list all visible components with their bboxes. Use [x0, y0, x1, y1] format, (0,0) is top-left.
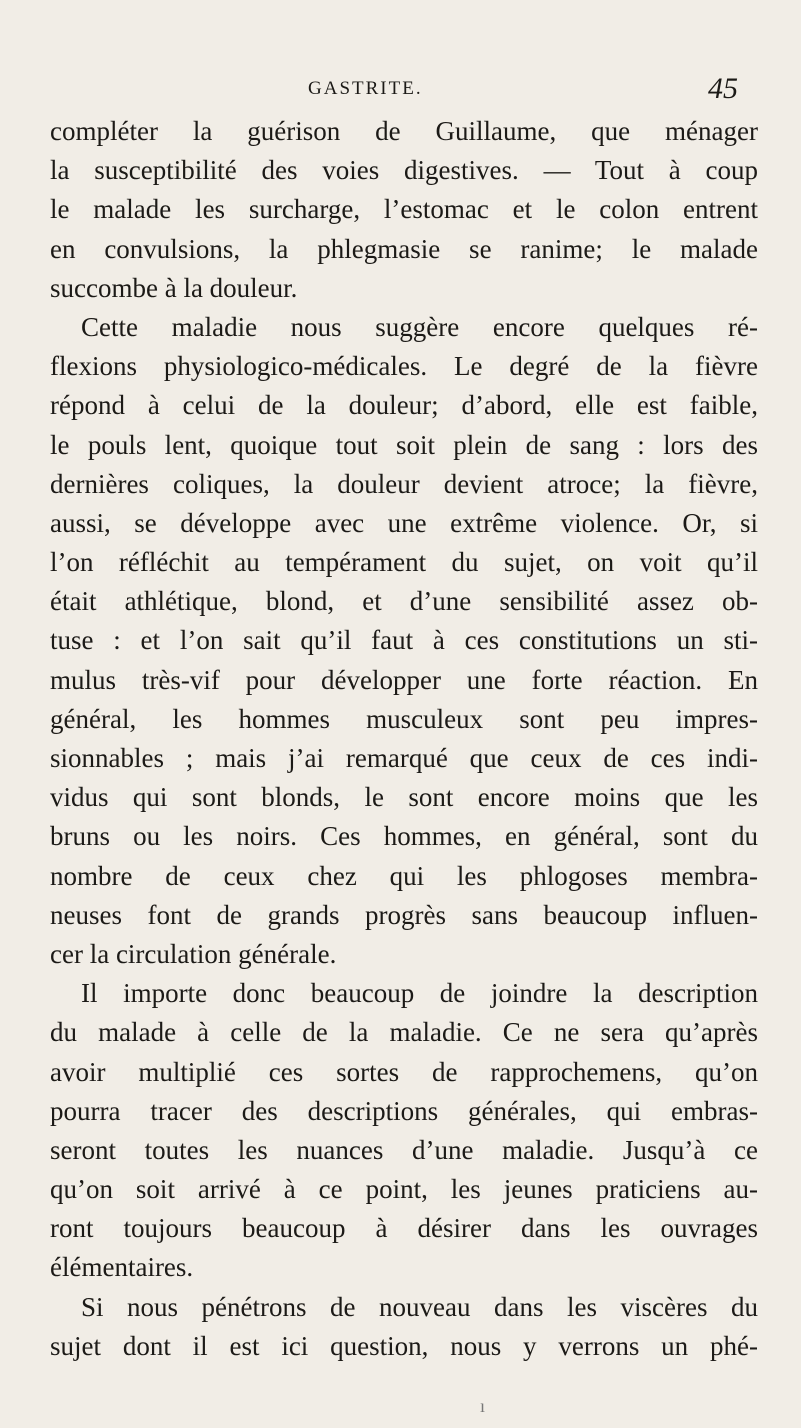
text-line: vidus qui sont blonds, le sont encore moins que les	[50, 782, 758, 813]
text-line: qu’on soit arrivé à ce point, les jeunes praticiens au-	[50, 1174, 758, 1205]
text-line: neuses font de grands progrès sans beaucoup influen-	[50, 899, 758, 930]
text-line: général, les hommes musculeux sont peu impres-	[50, 703, 758, 734]
body-text	[50, 112, 758, 1366]
text-line: en convulsions, la phlegmasie se ranime; le malade	[50, 233, 758, 264]
text-line: flexions physiologico-médicales. Le degré de la fièvre	[50, 351, 758, 382]
text-line: le malade les surcharge, l’estomac et le colon entrent	[50, 194, 758, 225]
text-line: succombe à la douleur.	[50, 272, 298, 303]
text-line: mulus très-vif pour développer une forte réaction. En	[50, 664, 758, 695]
text-line: avoir multiplié ces sortes de rapprochemens, qu’on	[50, 1056, 758, 1087]
text-line: ront toujours beaucoup à désirer dans les ouvrages	[50, 1213, 758, 1244]
text-line: cer la circulation générale.	[50, 938, 337, 969]
running-title: GASTRITE.	[308, 78, 423, 99]
text-line: du malade à celle de la maladie. Ce ne sera qu’après	[50, 1017, 758, 1048]
text-line: le pouls lent, quoique tout soit plein de sang : lors des	[50, 429, 758, 460]
text-line: tuse : et l’on sait qu’il faut à ces constitutions un sti-	[50, 625, 758, 656]
text-line: dernières coliques, la douleur devient atroce; la fièvre,	[50, 468, 758, 499]
text-line: la susceptibilité des voies digestives. — Tout à coup	[50, 155, 758, 186]
text-line: sionnables ; mais j’ai remarqué que ceux de ces indi-	[50, 743, 758, 773]
text-line: pourra tracer des descriptions générales, qui embras-	[50, 1095, 758, 1126]
text-line: répond à celui de la douleur; d’abord, elle est faible,	[50, 390, 758, 421]
page-number: 45	[708, 72, 738, 105]
text-line: sujet dont il est ici question, nous y verrons un phé-	[50, 1330, 758, 1361]
text-line: Si nous pénétrons de nouveau dans les viscères du	[81, 1291, 758, 1322]
text-line: Il importe donc beaucoup de joindre la description	[81, 978, 758, 1009]
running-head	[0, 72, 801, 112]
footer-mark: ı	[480, 1396, 486, 1416]
text-line: était athlétique, blond, et d’une sensibilité assez ob-	[50, 586, 758, 617]
text-line: compléter la guérison de Guillaume, que ménager	[50, 116, 758, 146]
text-line: seront toutes les nuances d’une maladie. Jusqu’à ce	[50, 1134, 758, 1165]
text-line: Cette maladie nous suggère encore quelques ré-	[81, 311, 758, 342]
text-line: l’on réfléchit au tempérament du sujet, on voit qu’il	[50, 547, 758, 578]
text-line: aussi, se développe avec une extrême violence. Or, si	[50, 507, 758, 538]
text-line: bruns ou les noirs. Ces hommes, en général, sont du	[50, 821, 758, 852]
text-line: élémentaires.	[50, 1252, 194, 1283]
text-line: nombre de ceux chez qui les phlogoses membra-	[50, 860, 758, 891]
